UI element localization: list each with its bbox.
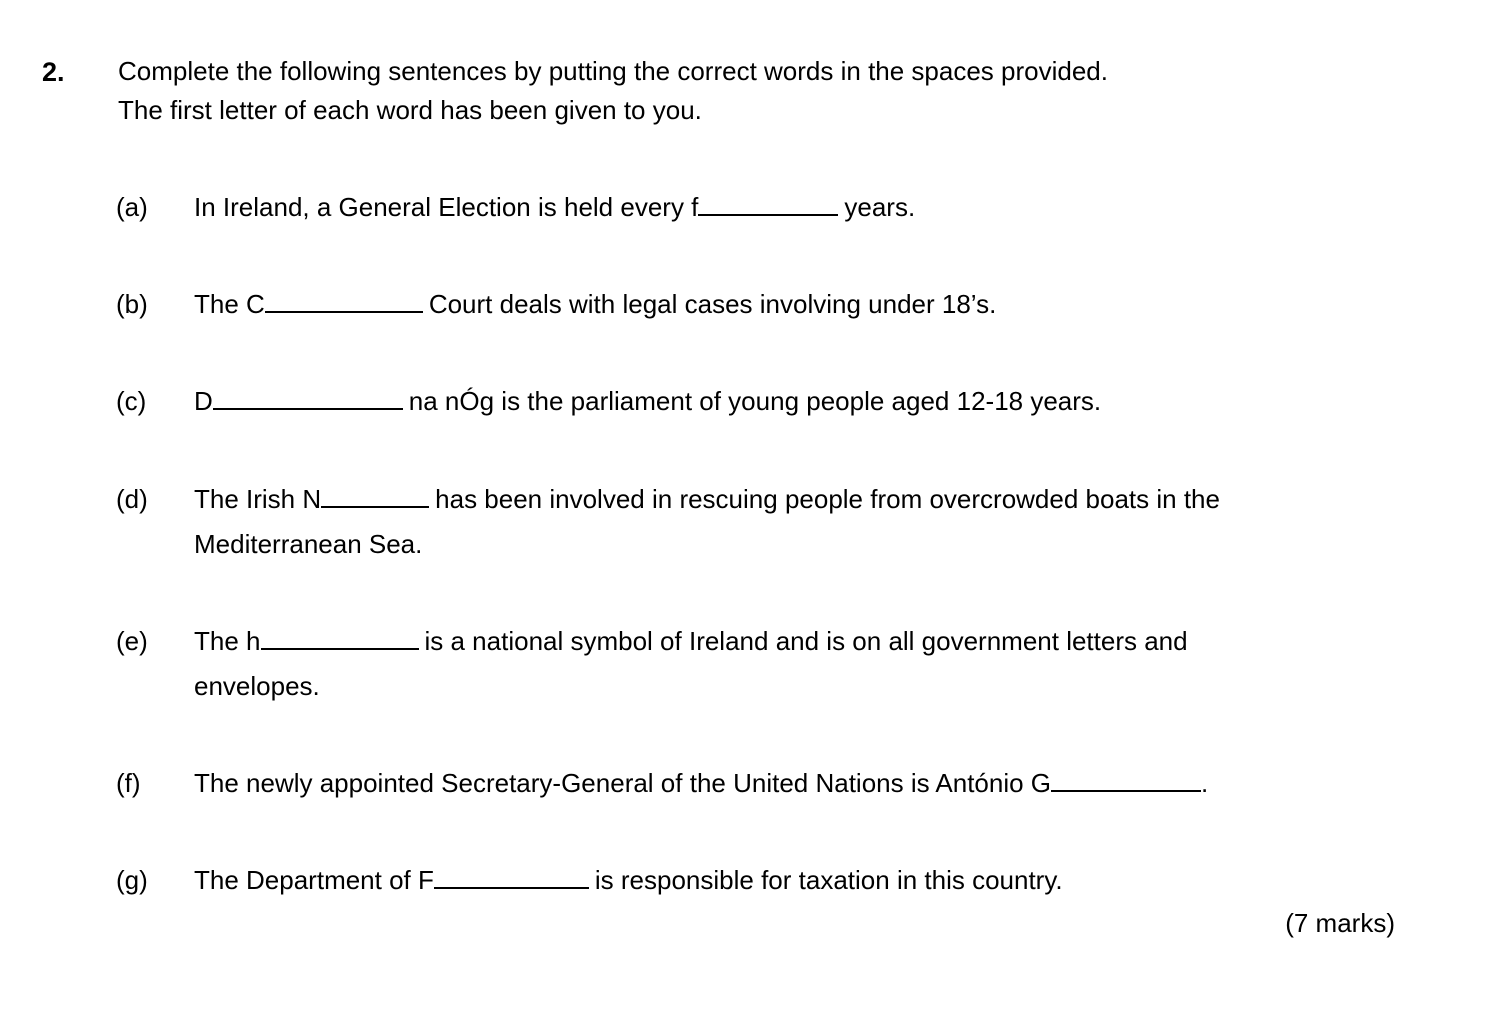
item-f-text-after: . bbox=[1201, 768, 1209, 798]
marks-allocation: (7 marks) bbox=[1285, 908, 1395, 938]
item-c-text-after: na nÓg is the parliament of young people aged 12-18 years. bbox=[408, 386, 1102, 416]
item-a-text-before: In Ireland, a General Election is held every f bbox=[194, 192, 699, 222]
item-b-sentence bbox=[194, 289, 996, 320]
item-e-text-after: is a national symbol of Ireland and is on all government letters and bbox=[424, 626, 1188, 656]
instruction-line-1: Complete the following sentences by putting the correct words in the spaces provided. bbox=[118, 56, 1108, 86]
question-number: 2. bbox=[42, 57, 65, 87]
instruction-line-2: The first letter of each word has been given to you. bbox=[118, 95, 702, 125]
item-f-sentence bbox=[194, 768, 1208, 799]
item-e-label: (e) bbox=[116, 626, 148, 656]
item-f-text-before: The newly appointed Secretary-General of the United Nations is António G bbox=[194, 768, 1052, 798]
item-c-label: (c) bbox=[116, 386, 147, 416]
item-f-label: (f) bbox=[116, 768, 141, 798]
item-g-text-before: The Department of F bbox=[194, 865, 434, 895]
item-e-continuation: envelopes. bbox=[194, 671, 320, 701]
item-d-sentence bbox=[194, 484, 1220, 515]
item-e-sentence bbox=[194, 626, 1188, 657]
item-g-blank[interactable] bbox=[434, 865, 589, 889]
item-c-text-before: D bbox=[194, 386, 213, 416]
item-d-label: (d) bbox=[116, 484, 148, 514]
item-d-text-after: has been involved in rescuing people from overcrowded boats in the bbox=[435, 484, 1220, 514]
item-b-text-after: Court deals with legal cases involving under 18’s. bbox=[428, 289, 997, 319]
item-c-sentence bbox=[194, 386, 1101, 417]
item-a-sentence bbox=[194, 192, 915, 223]
item-g-sentence bbox=[194, 865, 1063, 896]
item-a-blank[interactable] bbox=[698, 192, 838, 216]
item-f-blank[interactable] bbox=[1051, 768, 1201, 792]
item-b-text-before: The C bbox=[194, 289, 265, 319]
item-c-blank[interactable] bbox=[213, 386, 403, 410]
item-b-label: (b) bbox=[116, 289, 148, 319]
item-d-continuation: Mediterranean Sea. bbox=[194, 529, 423, 559]
item-d-text-before: The Irish N bbox=[194, 484, 322, 514]
item-e-blank[interactable] bbox=[261, 626, 419, 650]
item-b-blank[interactable] bbox=[265, 289, 423, 313]
item-a-text-after: years. bbox=[844, 192, 916, 222]
item-a-label: (a) bbox=[116, 192, 148, 222]
item-e-text-before: The h bbox=[194, 626, 261, 656]
item-g-text-after: is responsible for taxation in this country. bbox=[594, 865, 1063, 895]
item-d-blank[interactable] bbox=[321, 484, 429, 508]
item-g-label: (g) bbox=[116, 865, 148, 895]
